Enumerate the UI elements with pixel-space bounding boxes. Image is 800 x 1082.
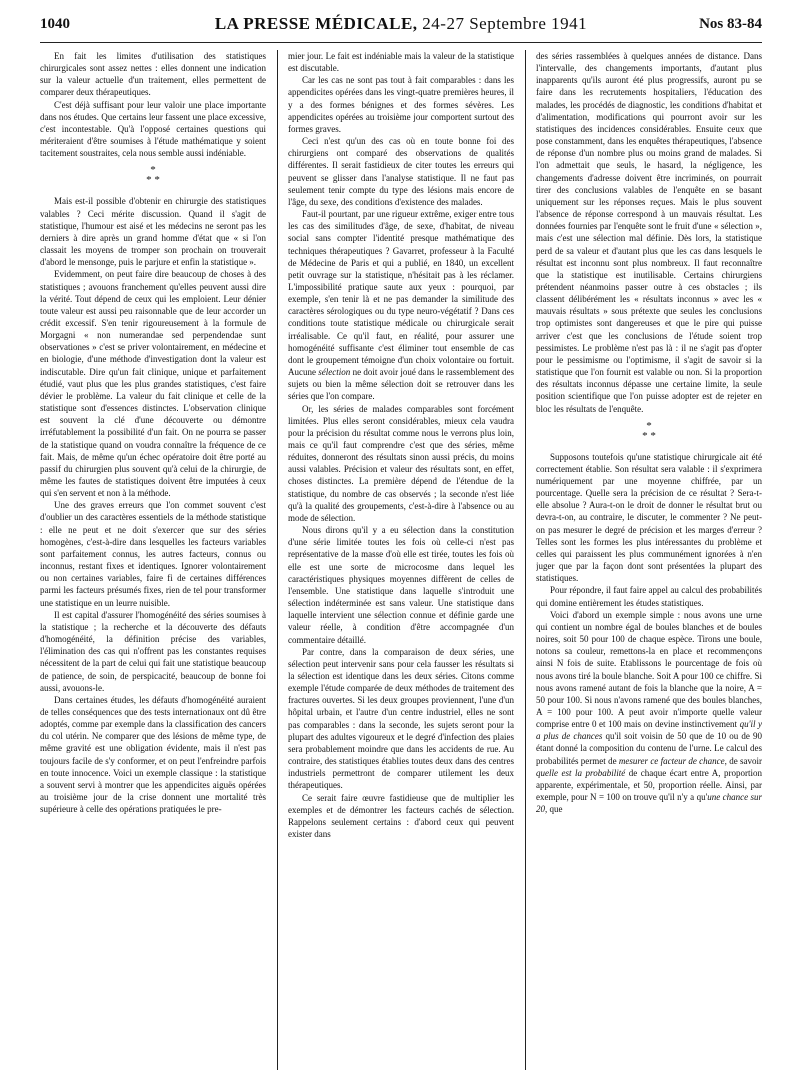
emphasis: une chance sur 20 xyxy=(536,792,762,815)
article-body xyxy=(40,50,762,1070)
paragraph: Evidemment, on peut faire dire beaucoup de choses à des statistiques ; avouons franchement qu'elles peuvent aussi dire la vérité. Tout dépend de ceux qui les emploient. Leur dénier toute valeur est aussi peu raisonnable que de leur accorder un crédit excessif. S'en tenir rigoureusement à la formule de Morgagni « non numerandae sed perpendendae sunt observationes » c'est se priver volontairement, en médecine et en biologie, d'une méthode d'investigation dont la valeur est indiscutable. Dire qu'un fait clinique, unique et parfaitement étudié, vaut plus que les plus grandes statistiques, c'est faire dévier le problème. La valeur du fait clinique et celle de la statistique sont d'essences distinctes. L'observation clinique est souvent la clé d'une découverte ou démontre irréfutablement la possibilité d'un fait. On ne pourra se passer de la statistique quand on voudra connaître la fréquence de ce fait. Mais, de même qu'un échec opératoire doit être porté au passif du chirurgien plus souvent qu'à celui de la chirurgie, de même les fautes de statistiques doivent être imputées à ceux qui s'en servent et non à la méthode. xyxy=(40,269,266,499)
column-rule xyxy=(525,50,526,1070)
page-number: 1040 xyxy=(40,16,70,32)
paragraph: Une des graves erreurs que l'on commet souvent c'est d'oublier un des caractères essentiels de la méthode statistique : elle ne peut et ne doit s'exercer que sur des séries homogènes, c'est-à-dire dans lesquelles les facteurs variables sont parfaitement connus, les autres facteurs, connus ou inconnus, restant fixes et identiques. Ignorer volontairement ou non certaines variables, faire fi de certaines différences parmi les facteurs présumés fixes, rien de tel pour transformer une statistique en un leurre nuisible. xyxy=(40,500,266,608)
section-separator: * * * xyxy=(642,419,656,442)
paragraph: Supposons toutefois qu'une statistique chirurgicale ait été correctement établie. Son résultat sera valable : il s'exprimera numériquement par une moyenne chiffrée, par un pourcentage. Quelle sera la précision de ce résultat ? Sera-t-elle absolue ? Aura-t-on le droit de donner le résultat brut ou devra-t-on, au contraire, le discuter, le commenter ? Ne peut-on pas mesurer le degré de précision et les marges d'erreur ? Telles sont les formes les plus intéressantes du problème et celles qui paraissent les plus communément ignorées à n'en juger que par la façon dont sont présentées la plupart des statistiques. xyxy=(536,451,762,584)
text-run: de chaque écart entre A, proportion apparente, expérimentale, et 50, proportion réelle. Ainsi, par exemple, pour N = 100 on trouve qu'il n'y a qu' xyxy=(536,767,762,803)
paragraph: des séries rassemblées à quelques années de distance. Dans l'intervalle, des changements importants, d'autant plus inapparents qu'ils auront été plus progressifs, auront pu se faire dans les recrutements hospitaliers, l'éducation des malades, les procédés de diagnostic, les conditions d'habitat et d'alimentation, modifications qui pourront avoir sur les statistiques des incidences considérables. Ensuite ceux que pose constamment, dans les enquêtes thérapeutiques, l'absence de réponse d'un nombre plus ou moins grand de malades. Si l'on admettait que seuls, le hasard, la négligence, les changements d'adresse doivent être incriminés, on pourrait tirer des conclusions valables de l'enquête en se basant uniquement sur les réponses reçues. Mais le plus souvent l'absence de réponse correspond à un mauvais résultat. Les données fournies par l'enquête sont le fruit d'une « sélection », mais c'est une sélection mal définie. Dès lors, la statistique perd de sa valeur et d'autant plus que les cas dans lesquels le résultat est inconnu sont plus nombreux. Il faut reconnaître que la statistique est inutilisable. Certains chirurgiens prétendent néanmoins passer outre à ces obstacles ; ils classent délibérément les « résultats inconnus » avec les « mauvais résultats » sous prétexte que seules les conclusions trop optimistes sont dangereuses et que le pire qui puisse arriver c'est que les conclusions de l'étude soient trop pessimistes. Le problème n'est pas là : il ne s'agit pas d'opter pour le pessimisme ou l'optimisme, il s'agit de savoir si la statistique que l'on fournit est valable ou non. Si la proportion des résultats inconnus dépasse une certaine limite, la seule position scientifique que l'on puisse adopter est de rejeter en bloc les résultats de l'enquête. xyxy=(536,51,762,414)
section-separator: * * * xyxy=(146,164,160,187)
issue-number: Nos 83-84 xyxy=(699,16,762,32)
paragraph: Car les cas ne sont pas tout à fait comparables : dans les appendicites opérées dans les vingt-quatre premières heures, il y a des formes bénignes et des formes sévères. Les appendicites opérées au troisième jour comportent surtout des formes graves. xyxy=(288,75,514,134)
paragraph xyxy=(288,208,514,403)
journal-name: LA PRESSE MÉDICALE, xyxy=(214,14,418,33)
paragraph: Dans certaines études, les défauts d'homogénéité auraient de telles conséquences que des tests internationaux ont dû être adoptés, comme par exemple dans la classification des cancers du col utérin. Ne comparer que des lésions de même type, de même gravité est une obligation évidente, mais il n'est pas toujours facile de s'y conformer, et on peut l'enfreindre parfois en toute innocence. Voici un exemple classique : la statistique a souvent servi à montrer que les appendicites aiguës opérées au troisième jour de la crise donnent une mortalité très supérieure à celle des opérations pratiquées le pre- xyxy=(40,694,266,815)
emphasis: mesurer ce facteur de chance xyxy=(618,755,725,766)
emphasis: sélection xyxy=(318,367,351,378)
paragraph: En fait les limites d'utilisation des statistiques chirurgicales sont assez nettes : elles donnent une indication sur la valeur actuelle d'un traitement, elles permettent de comparer deux thérapeutiques. xyxy=(40,51,266,98)
column-2 xyxy=(288,50,514,1070)
text-run: qu'il soit voisin de 50 que de 10 ou de 90 étant donné la composition du contenu de l'urne. Le calcul des probabilités permet de xyxy=(536,731,762,766)
running-title xyxy=(40,14,762,34)
text-run: ne doit avoir joué dans le rassemblement des sujets ou bien la même sélection doit se retrouver dans les séries que l'on compare. xyxy=(288,367,514,402)
text-run: , de savoir xyxy=(724,755,762,766)
page-header xyxy=(40,14,762,40)
paragraph: Or, les séries de malades comparables sont forcément limitées. Plus elles seront considérables, mieux cela vaudra pour la précision du résultat comme nous le verrons plus loin, mais ce qu'il faut comprendre c'est que des séries, même réduites, donneront des résultats sinon aussi précis, du moins aussi valables. Précision et valeur des résultats sont, en effet, choses distinctes. La première dépend de l'étendue de la statistique, du nombre de cas observés ; la seconde n'est liée qu'à la qualité des groupements, c'est-à-dire à l'absence ou au mode de sélection. xyxy=(288,403,514,523)
issue-date: 24-27 Septembre 1941 xyxy=(422,14,588,33)
paragraph: Il est capital d'assurer l'homogénéité des séries soumises à la statistique ; la recherche et la découverte des défauts d'homogénéité, la définition précise des variables, l'élimination des cas qui n'offrent pas les constantes requises nécessitent de la part de celui qui fait une statistique beaucoup de patience, de soin, de perspicacité, beaucoup de bonne foi aussi, avouons-le. xyxy=(40,609,266,693)
paragraph: Ce serait faire œuvre fastidieuse que de multiplier les exemples et de démontrer les facteurs cachés de sélection. Rappelons seulement certains : d'abord ceux qui peuvent exister dans xyxy=(288,792,514,839)
paragraph: Mais est-il possible d'obtenir en chirurgie des statistiques valables ? Ceci mérite discussion. Quand il s'agit de statistique, l'humour est aisé et les médecins ne seront pas les derniers à dire après un grand homme d'état que « si l'on classait les moyens de tromper son prochain on trouverait d'abord le mensonge, puis le parjure et enfin la statistique ». xyxy=(40,196,266,268)
paragraph: C'est déjà suffisant pour leur valoir une place importante dans nos études. Que certains leur fassent une place excessive, c'est incontestable. Qu'à l'opposé certaines questions qui mériteraient d'être soumises à l'étude mathématique y soient tacitement soustraites, cela nous semble aussi indéniable. xyxy=(40,99,266,159)
column-1 xyxy=(40,50,266,1070)
text-run: Voici d'abord un exemple simple : nous avons une urne qui contient un nombre égal de boules blanches et de boules noires, soit 50 pour 100 de chaque espèce. Tirons une boule, notons sa couleur, remettons-la en place et recommençons ainsi N fois de suite. Etablissons le pourcentage de fois où nous avons tiré la boule blanche. Soit A pour 100 ce chiffre. Si nous avons ramené autant de fois la blanche que la noire, A = 50 pour 100. Si nous n'avons ramené que des boules blanches, A = 100 pour 100. A peut avoir n'importe quelle valeur comprise entre 0 et 100 mais on devine instinctivement xyxy=(536,609,762,730)
emphasis: quelle est la probabilité xyxy=(536,767,626,778)
paragraph: Ceci n'est qu'un des cas où en toute bonne foi des chirurgiens ont comparé des observations de qualités différentes. Il serait fastidieux de citer toutes les erreurs qui peuvent se glisser dans l'analyse statistique. Il ne faut pas seulement tenir compte du type des lésions mais encore de l'âge, du sexe, des conditions d'existence des malades. xyxy=(288,136,514,207)
text-run: , que xyxy=(545,804,563,815)
paragraph: mier jour. Le fait est indéniable mais la valeur de la statistique est discutable. xyxy=(288,51,514,74)
paragraph: Pour répondre, il faut faire appel au calcul des probabilités qui domine entièrement les études statistiques. xyxy=(536,585,762,608)
paragraph: Par contre, dans la comparaison de deux séries, une sélection peut intervenir sans pour cela fausser les résultats si la sélection est identique dans les deux séries. Citons comme exemple l'étude comparée de deux méthodes de traitement des fractures ouvertes. Si les deux groupes proviennent, l'une d'un hôpital urbain, et l'autre d'un centre industriel, elles ne sont pas comparables : dans la seconde, les sujets seront pour la plupart des adultes vigoureux et le degré d'infection des plaies sera probablement moindre que dans les accidents de rue. Au contraire, des statistiques établies toutes deux dans des centres industriels permettront de comparer utilement les deux thérapeutiques. xyxy=(288,646,514,791)
header-rule xyxy=(40,42,762,43)
text-run: Faut-il pourtant, par une rigueur extrême, exiger entre tous les cas des similitudes d'âge, de sexe, d'habitat, de niveau social sans compter l'identité presque mathématique des techniques thérapeutiques ? Gavarret, professeur à la Faculté de Médecine de Paris et qui a publié, en 1840, un excellent petit ouvrage sur la statistique, n'hésitait pas à les réclamer. L'impossibilité pratique saute aux yeux : pourquoi, par exemple, s'en tenir là et ne pas demander la similitude des caractères sérologiques ou du type neuro-végétatif ? Dans ces conditions toute statistique médicale ou chirurgicale serait irréalisable. Ce qu'il faut, en réalité, pour assurer une homogénéité suffisante c'est éliminer tout ensemble de cas dont le groupement témoigne d'un choix volontaire ou fortuit. Aucune xyxy=(288,209,514,378)
emphasis: qu'il y a plus de chances xyxy=(536,719,762,742)
column-3 xyxy=(536,50,762,1070)
paragraph xyxy=(536,609,762,816)
paragraph: Nous dirons qu'il y a eu sélection dans la constitution d'une série limitée toutes les fois où celle-ci n'est pas représentative de la masse d'où elle est tirée, toutes les fois où elle est une sorte de microcosme dans lequel les caractéristiques physiques moyennes diffèrent de celles de l'ensemble. Une statistique dans laquelle s'introduit une sélection indéterminée est sans valeur. Une statistique dans laquelle intervient une sélection connue et définie garde une valeur réelle, à condition d'être accompagnée d'un commentaire détaillé. xyxy=(288,525,514,645)
column-rule xyxy=(277,50,278,1070)
